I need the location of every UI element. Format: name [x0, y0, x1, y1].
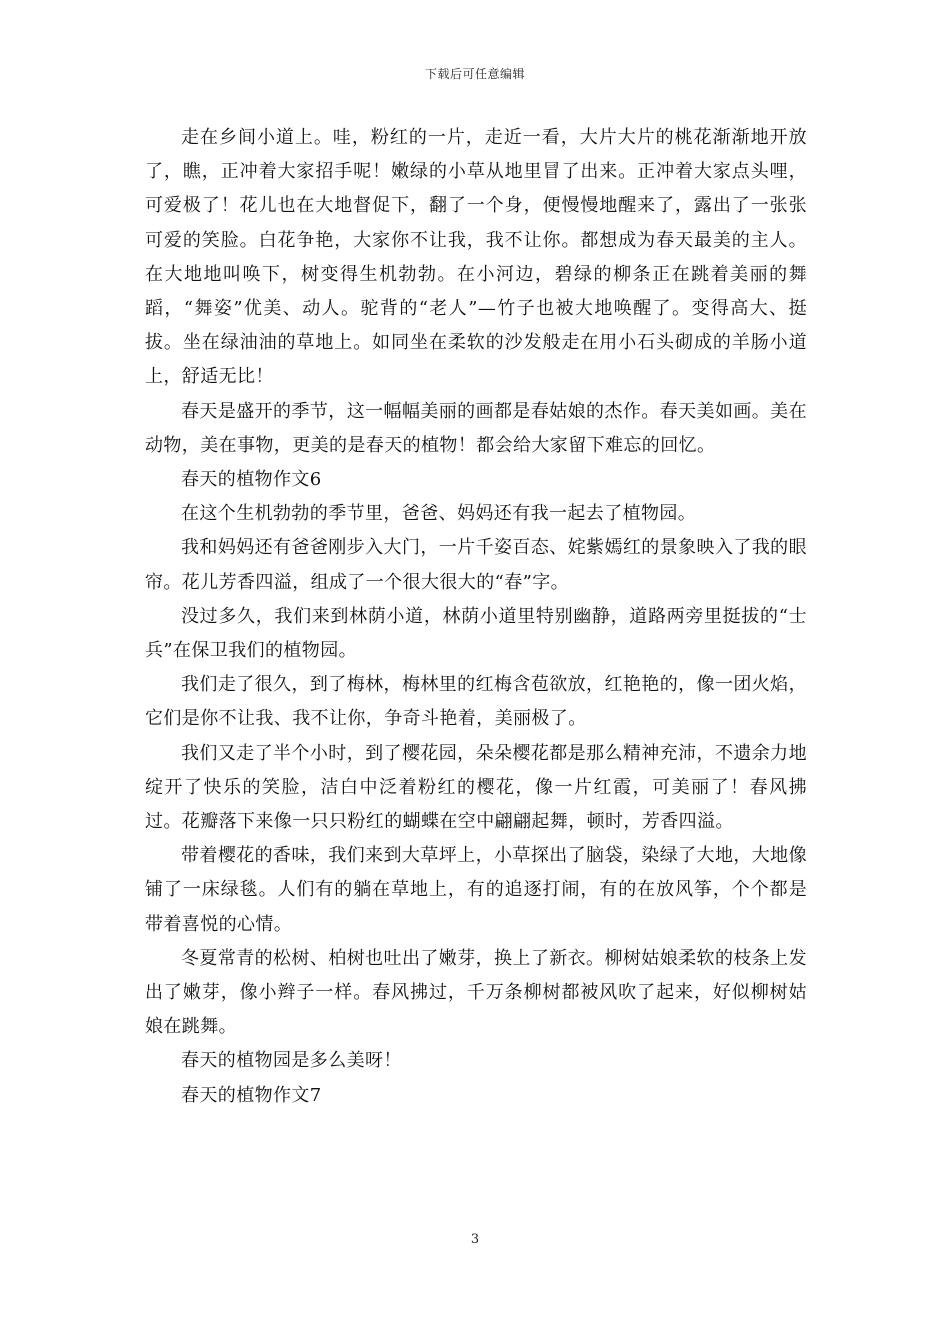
paragraph: 我们走了很久，到了梅林，梅林里的红梅含苞欲放，红艳艳的，像一团火焰，它们是你不让我、我不让你，争奇斗艳着，美丽极了。: [145, 674, 807, 730]
paragraph: 走在乡间小道上。哇，粉红的一片，走近一看，大片大片的桃花渐渐地开放了，瞧，正冲着大家招手呢！嫩绿的小草从地里冒了出来。正冲着大家点头哩，可爱极了！花儿也在大地督促下，翻了一个身，便慢慢地醒来了，露出了一张张可爱的笑脸。白花争艳，大家你不让我，我不让你。都想成为春天最美的主人。在大地地叫唤下，树变得生机勃勃。在小河边，碧绿的柳条正在跳着美丽的舞蹈，“舞姿”优美、动人。驼背的“老人”—竹子也被大地唤醒了。变得高大、挺拔。坐在绿油油的草地上。如同坐在柔软的沙发般走在用小石头砌成的羊肠小道上，舒适无比！: [145, 127, 807, 388]
paragraph: 没过多久，我们来到林荫小道，林荫小道里特别幽静，道路两旁里挺拔的“士兵”在保卫我们的植物园。: [145, 605, 807, 662]
page-number: 3: [470, 1232, 480, 1247]
paragraph: 我和妈妈还有爸爸刚步入大门，一片千姿百态、姹紫嫣红的景象映入了我的眼帘。花儿芳香四溢，组成了一个很大很大的“春”字。: [145, 537, 807, 593]
paragraph: 春天是盛开的季节，这一幅幅美丽的画都是春姑娘的杰作。春天美如画。美在动物，美在事物，更美的是春天的植物！都会给大家留下难忘的回忆。: [145, 400, 807, 456]
paragraph: 春天的植物园是多么美呀！: [181, 1050, 402, 1072]
page-header: 下载后可任意编辑: [424, 67, 525, 81]
paragraph: 我们又走了半个小时，到了樱花园，朵朵樱花都是那么精神充沛，不遗余力地绽开了快乐的笑脸，洁白中泛着粉红的樱花，像一片红霞，可美丽了！春风拂过。花瓣落下来像一只只粉红的蝴蝶在空中翩翩起舞，顿时，芳香四溢。: [145, 742, 807, 833]
paragraph: 在这个生机勃勃的季节里，爸爸、妈妈还有我一起去了植物园。: [181, 503, 697, 525]
paragraph: 冬夏常青的松树、柏树也吐出了嫩芽，换上了新衣。柳树姑娘柔软的枝条上发出了嫩芽，像小辫子一样。春风拂过，千万条柳树都被风吹了起来，好似柳树姑娘在跳舞。: [145, 947, 807, 1038]
section-heading: 春天的植物作文6: [181, 469, 322, 491]
document-body: [145, 121, 807, 1113]
section-heading: 春天的植物作文7: [181, 1084, 322, 1106]
paragraph: 带着樱花的香味，我们来到大草坪上，小草探出了脑袋，染绿了大地，大地像铺了一床绿毯。人们有的躺在草地上，有的追逐打闹，有的在放风筝，个个都是带着喜悦的心情。: [145, 845, 807, 935]
